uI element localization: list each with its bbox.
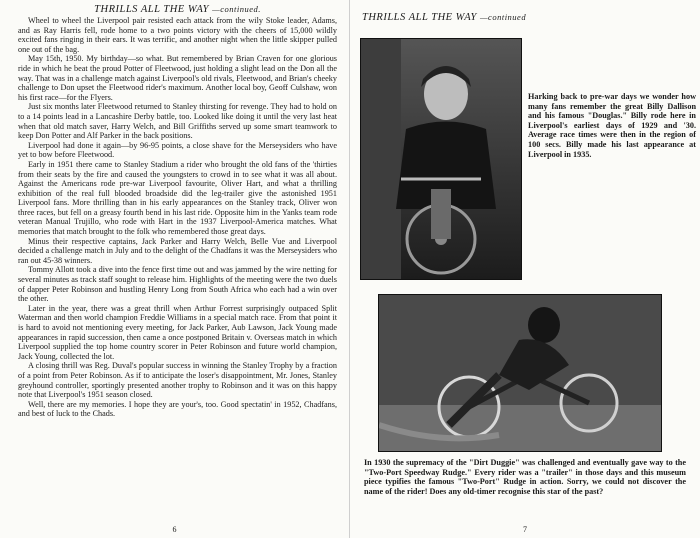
page-number-right: 7	[523, 525, 527, 534]
paragraph-6: Minus their respective captains, Jack Parker and Harry Welch, Belle Vue and Liverpool decided a challenge match in July and to the delight of the Chadfans it was the Merseysiders who ran out 45-38 winners.	[18, 236, 337, 265]
paragraph-1: Wheel to wheel the Liverpool pair resisted each attack from the wily Stoke leader, Adams, and as Ray Harris fell, rode home to a two points victory with the cheers of 15,000 wildly excited fans ringing in their ears. It was terrific, and another night when the little skipper pulled one out of the bag.	[18, 16, 337, 54]
running-head-left: THRILLS ALL THE WAY —continued.	[94, 4, 261, 15]
running-head-right: THRILLS ALL THE WAY —continued	[362, 12, 527, 23]
paragraph-7: Tommy Allott took a dive into the fence first time out and was jammed by the wire netting for several minutes as track staff sought to release him. Highlights of the meeting were the two duels of dapper Peter Robinson and hustling Henry Long from South Africa who each had a win over the other.	[18, 265, 337, 304]
paragraph-4: Liverpool had done it again—by 96-95 points, a close shave for the Merseysiders who have yet to bow before Fleetwood.	[18, 140, 337, 160]
article-body	[18, 16, 337, 419]
paragraph-8: Later in the year, there was a great thrill when Arthur Forrest surprisingly outpaced Split Waterman and then world champion Freddie Williams in a special match race. From that point it is hard to avoid not mentioning every meeting, for Jack Parker, Aub Lawson, Jack Young made appearances in rapid succession, then came a once postponed Britain v. Overseas match in which Liverpool supplied the top home country scorer in Peter Robinson and future world champion, Jack Young, collected the lot.	[18, 303, 337, 361]
paragraph-3: Just six months later Fleetwood returned to Stanley thirsting for revenge. They had to hold on to a 14 points lead in a Lancashire Derby battle, too. Looked like doing it until the very last heat when that old match saver, Harry Welch, and Bill Griffiths served up some smart teamwork to keep Don Potter and Alf Parker in the back positions.	[18, 102, 337, 141]
page-number-left: 6	[172, 525, 177, 534]
caption-portrait: Harking back to pre-war days we wonder how many fans remember the great Billy Dallison and his famous "Douglas." Billy rode here in Liverpool's earliest days of 1929 and '30. Average race times were then in the region of 100 secs. Billy made his last appearance at Liverpool in 1935.	[528, 92, 696, 159]
rider-portrait-image	[361, 39, 521, 279]
paragraph-9: A closing thrill was Reg. Duval's popular success in winning the Stanley Trophy by a fraction of a point from Peter Robinson. As if to anticipate the loser's disappointment, Mr. Jones, Stanley greyhound controller, sportingly presented another trophy to Robinson and it was on this happy note that Liverpool's 1951 season closed.	[18, 361, 337, 400]
caption-rudge: In 1930 the supremacy of the "Dirt Duggie" was challenged and eventually gave way to the "Two-Port Speedway Rudge." Every rider was a "trailer" in those days and this museum piece typifies the famous "Two-Port" Rudge in action. Sorry, we could not discover the name of the rider! Does any old-timer recognise this star of the past?	[364, 458, 686, 496]
rudge-action-image	[379, 295, 661, 451]
photo-rider-portrait	[360, 38, 522, 280]
paragraph-5: Early in 1951 there came to Stanley Stadium a rider who brought the old fans of the 'thirties from their seats by the fire and caused the youngsters to crowd in to see what it was all about. Against the Americans rode pre-war Liverpool favourite, Oliver Hart, and what a thrilling exhibition of the real full blooded broadside did the leg-trailer give the astonished 1951 Liverpool fans. More thrilling than in his early appearances on the Stanley track, Oliver won three races, but fell on a greasy fourth bend in his last ride. Opposite him in the Yanks team rode veteran Manual Trujillo, who rode with Hart in the 1937 Liverpool-America matches. What memories that match brought to the folk who remembered those great days.	[18, 159, 337, 237]
paragraph-10: Well, there are my memories. I hope they are your's, too. Good spectatin' in 1952, Chadfans, and best of luck to the Chads.	[18, 399, 337, 419]
right-page	[350, 0, 700, 538]
paragraph-2: May 15th, 1950. My birthday—so what. But remembered by Brian Craven for one glorious ride in which he beat the proud Potter of Fleetwood, just holding a slight lead on the Don all the way. That was in a challenge match against Liverpool's old rivals, Fleetwood, and Brian's cheeky challenge to Don upset the Fleetwood rider's maximum. Another local boy, Geoff Culshaw, won his first race—for the Flyers.	[18, 54, 337, 102]
photo-rudge-in-action	[378, 294, 662, 452]
